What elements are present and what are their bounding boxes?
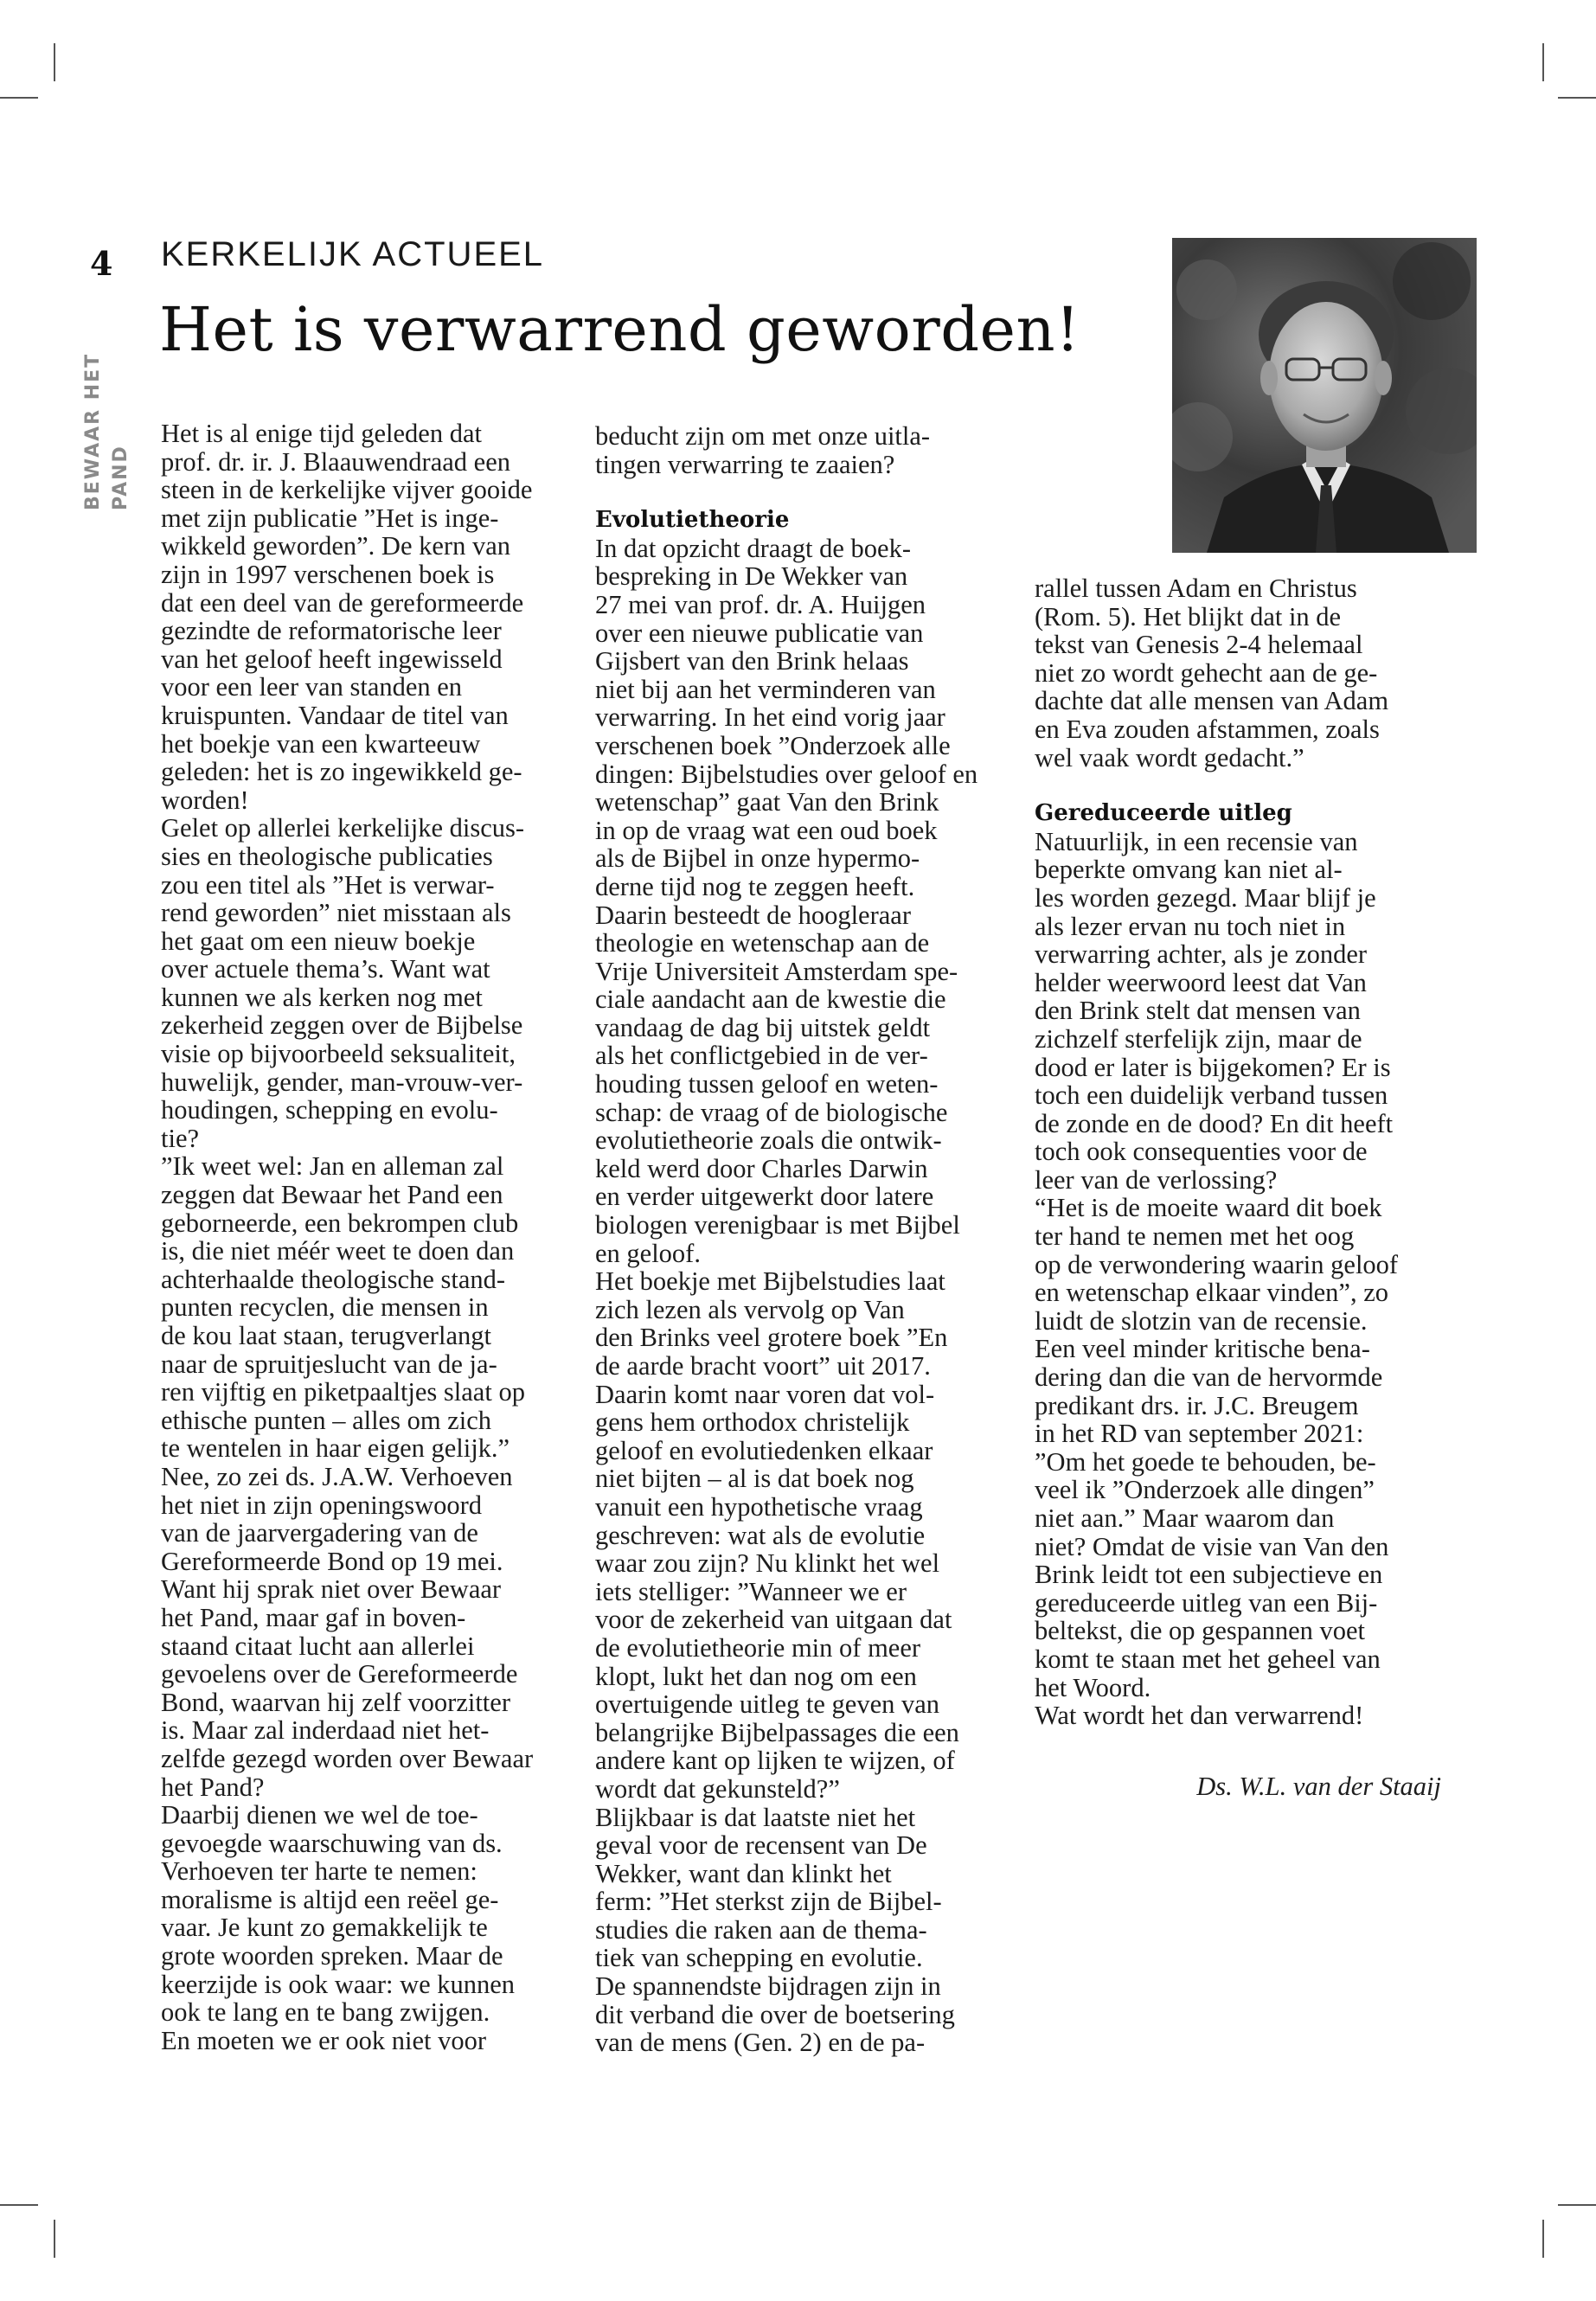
crop-mark (54, 43, 55, 81)
text-line: achterhaalde theologische stand- (161, 1264, 506, 1294)
text-line: is, die niet méér weet te doen dan (161, 1236, 515, 1266)
text-line: De spannendste bijdragen zijn in (595, 1971, 941, 2002)
text-line: dit verband die over de boetsering (595, 1999, 955, 2029)
text-line: tekst van Genesis 2-4 helemaal (1035, 630, 1363, 660)
text-line: evolutietheorie zoals die ontwik- (595, 1125, 942, 1156)
text-line: is. Maar zal inderdaad niet het- (161, 1715, 490, 1746)
text-line: vaar. Je kunt zo gemakkelijk te (161, 1913, 488, 1943)
text-line: het boekje van een kwarteeuw (161, 728, 481, 759)
text-line: geloof en evolutiedenken elkaar (595, 1435, 933, 1465)
text-line: les worden gezegd. Maar blijf je (1035, 882, 1376, 913)
text-line: 27 mei van prof. dr. A. Huijgen (595, 589, 926, 619)
text-line: zekerheid zeggen over de Bijbelse (161, 1010, 523, 1041)
text-line: wikkeld geworden”. De kern van (161, 531, 510, 561)
page-number: 4 (90, 244, 113, 283)
text-line: derne tijd nog te zeggen heeft. (595, 871, 915, 901)
text-line: kruispunten. Vandaar de titel van (161, 700, 509, 730)
text-line: de kou laat staan, terugverlangt (161, 1321, 491, 1350)
text-line: van de jaarvergadering van de (161, 1518, 478, 1548)
text-line: als de Bijbel in onze hypermo- (595, 843, 920, 874)
crop-mark (54, 2220, 55, 2258)
text-line: het Woord. (1035, 1672, 1151, 1702)
text-line: tiek van schepping en evolutie. (595, 1943, 923, 1973)
section-label: KERKELIJK ACTUEEL (161, 235, 545, 273)
text-line: zich lezen als vervolg op Van (595, 1294, 905, 1324)
text-line: Het boekje met Bijbelstudies laat (595, 1266, 945, 1297)
text-line: het Pand, maar gaf in boven- (161, 1602, 466, 1632)
text-line: en geloof. (595, 1238, 701, 1268)
text-line: Nee, zo zei ds. J.A.W. Verhoeven (161, 1461, 513, 1491)
text-line: gevoegde waarschuwing van ds. (161, 1828, 503, 1858)
text-line: Verhoeven ter harte te nemen: (161, 1856, 478, 1887)
text-line: geval voor de recensent van De (595, 1830, 927, 1861)
text-line: ciale aandacht aan de kwestie die (595, 984, 946, 1015)
text-line: wel vaak wordt gedacht.” (1035, 742, 1304, 772)
text-line: Het is al enige tijd geleden dat (161, 419, 482, 448)
crop-mark (1558, 97, 1596, 99)
text-line: Daarin besteedt de hoogleraar (595, 900, 911, 930)
text-line: geschreven: wat als de evolutie (595, 1520, 926, 1550)
text-line: En moeten we er ook niet voor (161, 2025, 487, 2055)
text-line: ren vijftig en piketpaaltjes slaat op (161, 1377, 525, 1407)
article-column-1 (161, 420, 567, 2054)
text-line: de zonde en de dood? En dit heeft (1035, 1108, 1394, 1138)
text-line: het Pand? (161, 1772, 265, 1802)
text-line: de evolutietheorie min of meer (595, 1632, 921, 1663)
text-line: op de verwondering waarin geloof (1035, 1249, 1399, 1279)
text-line: Wat wordt het dan verwarrend! (1035, 1701, 1364, 1731)
text-line: Gereformeerde Bond op 19 mei. (161, 1546, 503, 1576)
crop-mark (1558, 2204, 1596, 2206)
text-line: van het geloof heeft ingewisseld (161, 644, 503, 674)
text-line: bespreking in De Wekker van (595, 561, 908, 592)
text-line: te wentelen in haar eigen gelijk.” (161, 1433, 510, 1464)
text-line: iets stelliger: ”Wanneer we er (595, 1576, 907, 1606)
text-line: predikant drs. ir. J.C. Breugem (1035, 1390, 1359, 1420)
text-line: leer van de verlossing? (1035, 1164, 1278, 1195)
text-line: en Eva zouden afstammen, zoals (1035, 714, 1380, 744)
text-line: huwelijk, gender, man-vrouw-ver- (161, 1067, 523, 1097)
text-line: en wetenschap elkaar vinden”, zo (1035, 1278, 1389, 1308)
text-line: klopt, lukt het dan nog om een (595, 1661, 917, 1691)
text-line: Vrije Universiteit Amsterdam spe- (595, 956, 958, 986)
publication-label: BEWAAR HET PAND (82, 352, 131, 510)
text-line: voor een leer van standen en (161, 672, 463, 702)
text-line: ”Om het goede te behouden, be- (1035, 1446, 1376, 1477)
text-line: en verder uitgewerkt door latere (595, 1182, 934, 1212)
text-line: Een veel minder kritische bena- (1035, 1334, 1370, 1364)
text-line: niet bij aan het verminderen van (595, 674, 936, 704)
text-line: moralisme is altijd een reëel ge- (161, 1884, 499, 1914)
text-line: het gaat om een nieuw boekje (161, 926, 476, 956)
text-line: Want hij sprak niet over Bewaar (161, 1574, 502, 1605)
text-line: toch ook consequenties voor de (1035, 1137, 1368, 1167)
text-line: studies die raken aan de thema- (595, 1914, 927, 1945)
crop-mark (0, 2204, 38, 2206)
text-line: over actuele thema’s. Want wat (161, 954, 490, 984)
text-line: beltekst, die op gespannen voet (1035, 1616, 1365, 1646)
text-line: helder weerwoord leest dat Van (1035, 967, 1367, 997)
text-line: keerzijde is ook waar: we kunnen (161, 1969, 516, 1999)
text-line: den Brinks veel grotere boek ”En (595, 1323, 948, 1353)
text-line: ferm: ”Het sterkst zijn de Bijbel- (595, 1887, 942, 1917)
text-line: houdingen, schepping en evolu- (161, 1095, 498, 1125)
subheading-evolutietheorie: Evolutietheorie (595, 507, 790, 534)
text-line: den Brink stelt dat mensen van (1035, 996, 1361, 1026)
text-line: In dat opzicht draagt de boek- (595, 533, 912, 563)
text-line: van de mens (Gen. 2) en de pa- (595, 2028, 926, 2058)
text-line: zelfde gezegd worden over Bewaar (161, 1743, 534, 1773)
text-line: steen in de kerkelijke vijver gooide (161, 475, 533, 505)
text-line: ter hand te nemen met het oog (1035, 1221, 1355, 1252)
text-line: ”Ik weet wel: Jan en alleman zal (161, 1151, 504, 1182)
crop-mark (0, 97, 38, 99)
text-line: Wekker, want dan klinkt het (595, 1858, 892, 1888)
text-line: verwarring. In het eind vorig jaar (595, 702, 945, 733)
text-line: zichzelf sterfelijk zijn, maar de (1035, 1023, 1362, 1054)
text-line: wetenschap” gaat Van den Brink (595, 787, 939, 817)
text-line: dat een deel van de gereformeerde (161, 587, 524, 618)
text-line: komt te staan met het geheel van (1035, 1644, 1381, 1674)
text-line: rend geworden” niet misstaan als (161, 898, 511, 928)
article-column-3 (1035, 574, 1441, 1730)
text-line: tie? (161, 1123, 200, 1153)
text-line: worden! (161, 785, 249, 815)
text-line: naar de spruitjeslucht van de ja- (161, 1349, 497, 1379)
text-line: ethische punten – alles om zich (161, 1405, 491, 1435)
text-line: houding tussen geloof en weten- (595, 1069, 939, 1099)
portrait-image (1172, 238, 1477, 553)
text-line: wordt dat gekunsteld?” (595, 1773, 840, 1804)
text-line: Daarin komt naar voren dat vol- (595, 1379, 935, 1409)
text-line: zeggen dat Bewaar het Pand een (161, 1180, 503, 1210)
text-line: gens hem orthodox christelijk (595, 1407, 910, 1438)
text-line: schap: de vraag of de biologische (595, 1097, 948, 1127)
text-line: beducht zijn om met onze uitla- (595, 421, 931, 451)
author-photo (1172, 238, 1477, 553)
text-line: prof. dr. ir. J. Blaauwendraad een (161, 446, 510, 477)
text-line: visie op bijvoorbeeld seksualiteit, (161, 1039, 516, 1069)
text-line: veel ik ”Onderzoek alle dingen” (1035, 1475, 1375, 1505)
text-line: als het conflictgebied in de ver- (595, 1041, 928, 1071)
text-line: gevoelens over de Gereformeerde (161, 1659, 518, 1689)
text-line: rallel tussen Adam en Christus (1035, 574, 1357, 603)
text-line: geborneerde, een bekrompen club (161, 1208, 519, 1238)
text-line: de aarde bracht voort” uit 2017. (595, 1351, 931, 1381)
text-line: kunnen we als kerken nog met (161, 982, 483, 1012)
text-line: niet bijten – al is dat boek nog (595, 1464, 914, 1494)
text-line: in het RD van september 2021: (1035, 1419, 1364, 1449)
text-line: punten recyclen, die mensen in (161, 1292, 489, 1323)
text-line: (Rom. 5). Het blijkt dat in de (1035, 601, 1342, 631)
article-title: Het is verwarrend geworden! (159, 294, 1080, 365)
text-line: grote woorden spreken. Maar de (161, 1941, 503, 1971)
text-line: luidt de slotzin van de recensie. (1035, 1305, 1368, 1336)
text-line: beperkte omvang kan niet al- (1035, 855, 1343, 885)
text-line: overtuigende uitleg te geven van (595, 1689, 940, 1720)
text-line: “Het is de moeite waard dit boek (1035, 1193, 1382, 1223)
text-line: Blijkbaar is dat laatste niet het (595, 1802, 916, 1832)
text-line: Bond, waarvan hij zelf voorzitter (161, 1687, 510, 1717)
text-line: andere kant op lijken te wijzen, of (595, 1746, 955, 1776)
text-line: Natuurlijk, in een recensie van (1035, 826, 1358, 856)
subheading-gereduceerde-uitleg: Gereduceerde uitleg (1035, 800, 1292, 827)
text-line: vanuit een hypothetische vraag (595, 1491, 923, 1522)
text-line: met zijn publicatie ”Het is inge- (161, 503, 499, 533)
text-line: Gelet op allerlei kerkelijke discus- (161, 813, 525, 843)
text-line: niet aan.” Maar waarom dan (1035, 1503, 1335, 1533)
crop-mark (1542, 43, 1544, 81)
text-line: zou een titel als ”Het is verwar- (161, 869, 495, 900)
article-column-2 (595, 422, 1002, 2057)
text-line: Gijsbert van den Brink helaas (595, 646, 909, 676)
text-line: niet zo wordt gehecht aan de ge- (1035, 657, 1378, 688)
text-line: theologie en wetenschap aan de (595, 928, 930, 958)
text-line: als lezer ervan nu toch niet in (1035, 911, 1346, 941)
text-line: sies en theologische publicaties (161, 841, 493, 871)
text-line: belangrijke Bijbelpassages die een (595, 1717, 959, 1747)
text-line: niet? Omdat de visie van Van den (1035, 1531, 1389, 1561)
text-line: waar zou zijn? Nu klinkt het wel (595, 1548, 940, 1579)
text-line: over een nieuwe publicatie van (595, 618, 924, 648)
text-line: dering dan die van de hervormde (1035, 1362, 1383, 1393)
text-line: biologen verenigbaar is met Bijbel (595, 1210, 960, 1240)
text-line: gereduceerde uitleg van een Bij- (1035, 1587, 1378, 1618)
text-line: staand citaat lucht aan allerlei (161, 1631, 475, 1661)
text-line: vandaag de dag bij uitstek geldt (595, 1012, 931, 1042)
text-line: in op de vraag wat een oud boek (595, 815, 938, 845)
text-line: het niet in zijn openingswoord (161, 1490, 483, 1520)
crop-mark (1542, 2220, 1544, 2258)
text-line: ook te lang en te bang zwijgen. (161, 1997, 490, 2028)
text-line: dood er later is bijgekomen? Er is (1035, 1052, 1391, 1082)
text-line: gezindte de reformatorische leer (161, 616, 502, 646)
text-line: toch een duidelijk verband tussen (1035, 1080, 1388, 1111)
text-line: dingen: Bijbelstudies over geloof en (595, 759, 978, 789)
text-line: geleden: het is zo ingewikkeld ge- (161, 757, 522, 787)
text-line: verwarring achter, als je zonder (1035, 939, 1368, 970)
text-line: voor de zekerheid van uitgaan dat (595, 1605, 952, 1635)
text-line: verschenen boek ”Onderzoek alle (595, 730, 951, 760)
text-line: Brink leidt tot een subjectieve en (1035, 1560, 1383, 1590)
text-line: Daarbij dienen we wel de toe- (161, 1800, 478, 1830)
text-line: tingen verwarring te zaaien? (595, 449, 895, 479)
text-line: dachte dat alle mensen van Adam (1035, 686, 1389, 716)
text-line: keld werd door Charles Darwin (595, 1153, 928, 1183)
text-line: zijn in 1997 verschenen boek is (161, 559, 495, 589)
author-signature: Ds. W.L. van der Staaij (1196, 1772, 1441, 1801)
